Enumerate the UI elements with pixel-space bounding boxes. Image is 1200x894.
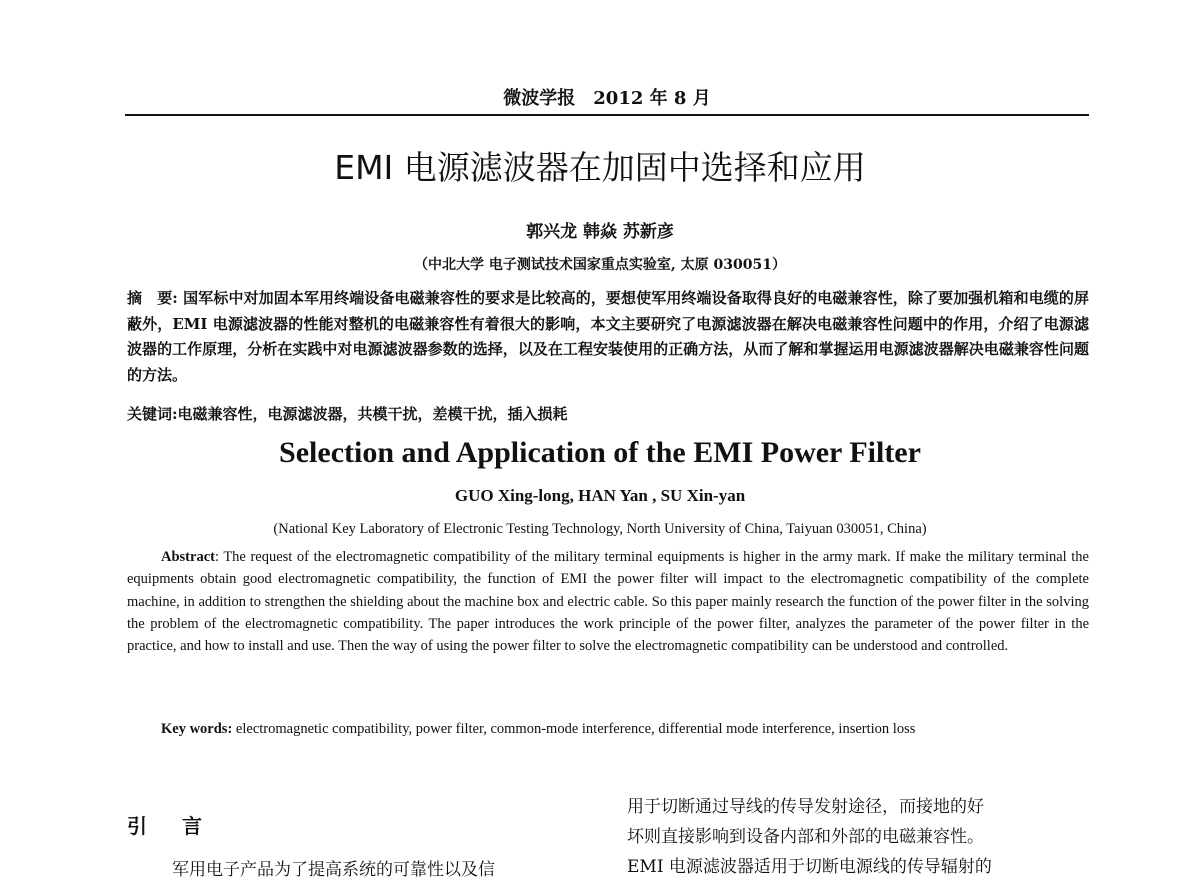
right-column-body <box>627 792 1089 882</box>
left-column-line: 军用电子产品为了提高系统的可靠性以及信 <box>172 860 495 880</box>
english-abstract-label: Abstract <box>161 549 215 565</box>
chinese-keywords-label: 关键词: <box>127 405 178 423</box>
journal-date: 微波学报 2012 年 8 月 <box>503 88 711 109</box>
section-heading-introduction: 引 言 <box>127 814 216 838</box>
right-column-line-1: 用于切断通过导线的传导发射途径，而接地的好 <box>627 797 984 817</box>
chinese-abstract-label: 摘 要: <box>127 289 178 307</box>
chinese-keywords-text: 电磁兼容性，电源滤波器，共模干扰，差模干扰，插入损耗 <box>177 405 568 423</box>
chinese-authors: 郭兴龙 韩焱 苏新彦 <box>526 222 674 242</box>
right-column-line-2: 坏则直接影响到设备内部和外部的电磁兼容性。 <box>627 827 984 847</box>
english-abstract <box>127 546 1089 657</box>
english-keywords-label: Key words: <box>161 721 233 737</box>
chinese-title: EMI 电源滤波器在加固中选择和应用 <box>334 148 866 187</box>
right-column-line-3: EMI 电源滤波器适用于切断电源线的传导辐射的 <box>627 857 992 877</box>
english-keywords-text: electromagnetic compatibility, power filter, common-mode interference, differential mode interference, insertion loss <box>232 721 916 737</box>
english-keywords <box>127 718 1089 740</box>
chinese-keywords <box>127 402 1089 427</box>
english-authors: GUO Xing-long, HAN Yan , SU Xin-yan <box>454 486 746 505</box>
chinese-abstract <box>127 286 1089 388</box>
english-title: Selection and Application of the EMI Power Filter <box>279 436 921 469</box>
running-header <box>125 84 1089 116</box>
left-column-body <box>127 854 587 886</box>
english-affiliation: (National Key Laboratory of Electronic Testing Technology, North University of China, Taiyuan 030051, China) <box>273 521 927 537</box>
chinese-affiliation: （中北大学 电子测试技术国家重点实验室, 太原 030051） <box>414 257 786 273</box>
english-abstract-text: : The request of the electromagnetic compatibility of the military terminal equipments is higher in the army mark. If make the military terminal the equipments obtain good electromagnetic compatibility, the function of EMI the power filter will impact to the electromagnetic compatibility of the complete machine, in addition to strengthen the shielding about the machine box and electric cable. So this paper mainly research the function of the power filter in the solving the problem of the electromagnetic compatibility. The paper introduces the work principle of the power filter, analyzes the parameter of the power filter in the practice, and how to install and use. Then the way of using the power filter to solve the electromagnetic compatibility can be understood and controlled. <box>127 549 1089 655</box>
chinese-abstract-text: 国军标中对加固本军用终端设备电磁兼容性的要求是比较高的，要想使军用终端设备取得良好的电磁兼容性，除了要加强机箱和电缆的屏蔽外，EMI 电源滤波器的性能对整机的电磁兼容性有着很大的影响，本文主要研究了电源滤波器在解决电磁兼容性问题中的作用，介绍了电源滤波器的工作原理，分析在实践中对电源滤波器参数的选择，以及在工程安装使用的正确方法，从而了解和掌握运用电源滤波器解决电磁兼容性问题的方法。 <box>127 289 1089 384</box>
